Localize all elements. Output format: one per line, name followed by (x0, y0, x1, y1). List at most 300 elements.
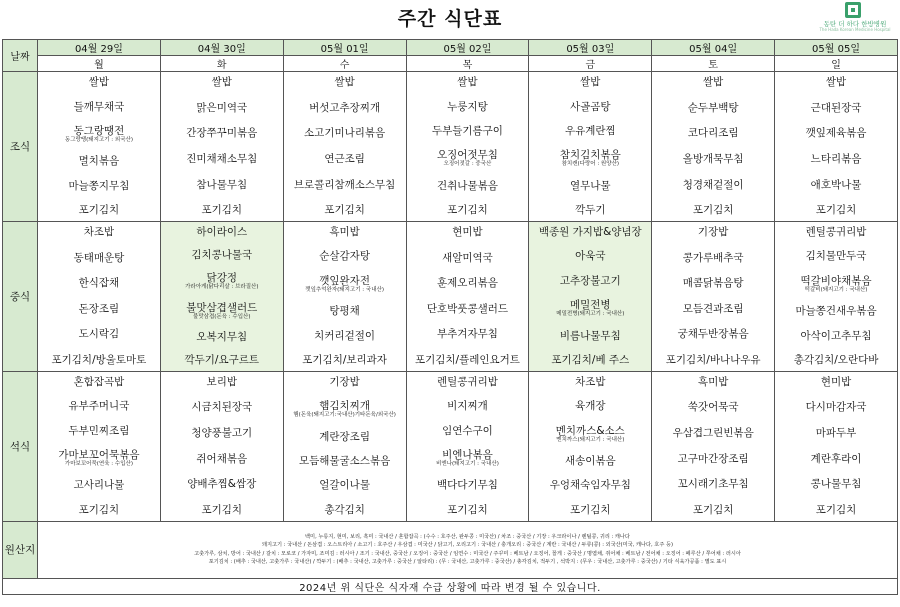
dish-name: 비름나물무침 (559, 329, 621, 342)
dish-name: 포기김치 (447, 503, 488, 516)
dish-name: 렌틸콩귀리밥 (805, 225, 867, 238)
dish-name: 쌀밥 (825, 76, 847, 89)
dinner-day-cell (529, 371, 652, 521)
menu-item (284, 179, 406, 191)
menu-item (38, 425, 160, 437)
weekday-header-3: 목 (406, 56, 529, 72)
dish-name: 쌀밥 (334, 76, 355, 89)
menu-item (161, 504, 283, 516)
dish-name: 흑미밥 (697, 375, 729, 388)
dish-name: 코다리조림 (687, 127, 739, 140)
menu-item (775, 401, 897, 413)
dish-name: 부추겨자무침 (437, 328, 498, 341)
dish-name: 백다다기무침 (437, 479, 498, 492)
dish-name: 깍두기/요구르트 (184, 353, 260, 366)
date-label: 날짜 (3, 40, 38, 72)
dish-name: 차조밥 (83, 225, 115, 238)
breakfast-day-cell (775, 72, 898, 222)
dish-name: 근대된장국 (810, 101, 862, 114)
breakfast-day-cell (38, 72, 161, 222)
dish-name: 참나물무침 (196, 178, 248, 191)
lunch-day-cell (529, 221, 652, 371)
menu-item (284, 275, 406, 293)
dish-name: 육개장 (575, 400, 606, 413)
menu-item (284, 305, 406, 317)
menu-item (284, 127, 406, 139)
logo-mark-icon (845, 2, 861, 18)
dish-name: 마늘쫑건새우볶음 (795, 305, 877, 318)
dish-name: 청양풍불고기 (191, 426, 253, 439)
dish-name: 차조밥 (575, 375, 606, 388)
dish-name: 흑미밥 (329, 225, 360, 238)
dish-name: 백종원 가지밥&양념장 (538, 225, 642, 238)
menu-item (38, 155, 160, 167)
menu-item (407, 400, 529, 412)
menu-item (529, 149, 651, 167)
menu-item (652, 453, 774, 465)
dish-name: 비엔나볶음 (442, 448, 493, 461)
dish-origin-note: 오징어젓갈 : 중국산 (443, 161, 492, 168)
menu-item (161, 302, 283, 320)
dish-name: 하이라이스 (196, 225, 248, 238)
breakfast-row (3, 72, 898, 222)
menu-item (161, 376, 283, 388)
menu-item (284, 354, 406, 366)
menu-item (775, 453, 897, 465)
dish-name: 포기김치 (78, 503, 120, 516)
dinner-day-cell (160, 371, 283, 521)
menu-item (284, 250, 406, 262)
dish-name: 포기김치/플레인요거트 (414, 353, 520, 366)
dish-name: 고사리나물 (73, 479, 125, 492)
menu-item (161, 478, 283, 490)
menu-item (407, 504, 529, 516)
weekday-header-4: 금 (529, 56, 652, 72)
origin-line: 돼지고기 : 국내산 / 돈삼겹 : 오스트리아 / 소고기 : 호주산 / 우삼겹 : 미국산 / 닭고기, 오리고기 : 국내산 / 충개오리 : 중국산 / 계란 : 국내산 / 두류(콩) : 외국산(미국, 캐나다, 호주 등) (261, 542, 674, 549)
dish-name: 누룽지탕 (447, 100, 488, 113)
dish-name: 시금치된장국 (191, 401, 253, 414)
menu-item (529, 504, 651, 516)
dish-name: 떡갈비야채볶음 (800, 274, 872, 287)
dinner-label: 석식 (3, 371, 38, 521)
dish-name: 메밀전병 (570, 299, 611, 312)
menu-item (407, 204, 529, 216)
menu-item (38, 101, 160, 113)
dish-name: 포기김치/베 주스 (551, 353, 630, 366)
menu-item (38, 376, 160, 388)
menu-item (407, 101, 529, 113)
menu-item (161, 427, 283, 439)
dinner-day-cell (406, 371, 529, 521)
menu-item (407, 125, 529, 137)
dish-name: 고추장불고기 (559, 274, 621, 287)
dish-name: 느타리볶음 (810, 152, 862, 165)
dish-name: 다시마감자국 (805, 401, 867, 414)
lunch-day-cell (38, 221, 161, 371)
hospital-logo (812, 2, 898, 32)
dish-name: 아삭이고추무침 (800, 329, 872, 342)
menu-item (529, 354, 651, 366)
menu-item (284, 226, 406, 238)
menu-item (529, 400, 651, 412)
dish-name: 두부민찌조림 (68, 424, 130, 437)
dish-name: 쌀밥 (211, 76, 232, 89)
menu-item (529, 425, 651, 443)
weekday-header-row (3, 56, 898, 72)
menu-item (161, 102, 283, 114)
lunch-day-cell (406, 221, 529, 371)
menu-item (407, 479, 529, 491)
dish-name: 마늘쫑지무침 (68, 179, 130, 192)
dish-name: 현미밥 (820, 375, 852, 388)
menu-item (161, 204, 283, 216)
menu-item (161, 153, 283, 165)
menu-item (775, 102, 897, 114)
menu-item (161, 401, 283, 413)
dish-name: 들깨무채국 (73, 100, 125, 113)
menu-item (775, 354, 897, 366)
menu-item (38, 303, 160, 315)
menu-item (284, 400, 406, 418)
page-title: 주간 식단표 (397, 8, 503, 30)
dish-name: 총각김치 (324, 503, 365, 516)
dish-name: 얼갈이나물 (319, 479, 370, 492)
menu-change-notice: 2024년 위 식단은 식자재 수급 상황에 따라 변경 될 수 있습니다. (3, 578, 898, 594)
dish-name: 우엉채숙임자무침 (549, 479, 631, 492)
dish-name: 우삼겹그린빈볶음 (672, 426, 754, 439)
weekday-header-6: 일 (775, 56, 898, 72)
origin-line: 고춧가루, 삼치, 방어 : 국내산 / 갈치 : 모로코 / 가자미, 조미김 : 러시아 / 조기 : 국내산, 중국산 / 오징어 : 중국산 / 임연수 : 미국산 / 주꾸미 : 베트남 / 오징어, 꼴게 : 중국산 / 명엽채, 쥐어채 : 베트남 / 전어채 : 오징어 : 페루산 / 쭈어채 : 러시아 (194, 550, 741, 557)
menu-item (284, 504, 406, 516)
menu-item (284, 431, 406, 443)
dinner-day-cell (775, 371, 898, 521)
menu-item (775, 376, 897, 388)
menu-item (529, 101, 651, 113)
dish-name: 비지찌개 (447, 400, 488, 413)
lunch-day-cell (160, 221, 283, 371)
menu-item (775, 250, 897, 262)
dish-name: 포기김치 (447, 204, 488, 217)
lunch-day-cell (652, 221, 775, 371)
date-header-0: 04월 29일 (38, 40, 161, 56)
dish-name: 김치콩나물국 (191, 249, 253, 262)
menu-item (38, 125, 160, 143)
menu-item (161, 127, 283, 139)
dish-name: 쥐어채볶음 (196, 452, 248, 465)
weekday-header-2: 수 (283, 56, 406, 72)
menu-item (407, 303, 529, 315)
dish-name: 새송이볶음 (564, 454, 616, 467)
menu-item (775, 204, 897, 216)
menu-item (284, 455, 406, 467)
dish-name: 포기김치/바나나우유 (665, 353, 761, 366)
dish-name: 포기김치 (324, 204, 365, 217)
menu-item (407, 354, 529, 366)
menu-item (38, 180, 160, 192)
dish-name: 쌀밥 (88, 76, 110, 89)
menu-item (161, 354, 283, 366)
menu-item (652, 504, 774, 516)
menu-item (775, 275, 897, 293)
dish-name: 아욱국 (575, 250, 606, 263)
menu-item (652, 277, 774, 289)
menu-item (38, 354, 160, 366)
dish-name: 두부들기름구이 (431, 124, 503, 137)
menu-item (161, 76, 283, 88)
menu-item (284, 330, 406, 342)
menu-item (775, 127, 897, 139)
dish-name: 포기김치 (692, 503, 734, 516)
menu-item (652, 401, 774, 413)
menu-item (775, 330, 897, 342)
date-header-1: 04월 30일 (160, 40, 283, 56)
breakfast-day-cell (160, 72, 283, 222)
menu-item (161, 331, 283, 343)
date-header-2: 05월 01일 (283, 40, 406, 56)
menu-item (38, 76, 160, 88)
dish-name: 사골곰탕 (570, 100, 611, 113)
logo-subtitle: The Hada Korean Medicine Hospital (819, 27, 891, 32)
dish-name: 청경채겉절이 (682, 178, 744, 191)
dish-name: 닭강정 (206, 272, 237, 285)
dish-name: 임연수구이 (442, 424, 493, 437)
dish-name: 소고기미나리볶음 (304, 127, 386, 140)
dish-name: 콩가루배추국 (682, 251, 744, 264)
dish-name: 맑은미역국 (196, 101, 248, 114)
menu-item (407, 449, 529, 467)
menu-item (284, 376, 406, 388)
menu-item (529, 455, 651, 467)
dish-name: 혼합잡곡밥 (73, 375, 125, 388)
menu-item (529, 204, 651, 216)
dish-name: 깻잎제육볶음 (805, 127, 867, 140)
menu-item (407, 328, 529, 340)
menu-item (38, 226, 160, 238)
menu-item (652, 252, 774, 264)
dish-name: 햄김치찌개 (319, 400, 370, 413)
dish-name: 계란후라이 (810, 452, 862, 465)
date-header-4: 05월 03일 (529, 40, 652, 56)
weekday-header-0: 월 (38, 56, 161, 72)
dish-name: 깍두기 (575, 204, 606, 217)
menu-item (407, 76, 529, 88)
dish-name: 새알미역국 (442, 251, 493, 264)
dish-name: 궁채두반장볶음 (677, 328, 749, 341)
origin-line: 백미, 누룽지, 현미, 보리, 흑미 : 국내산 / 혼합잡곡 : (수수 : 호주산, 완두콩 : 미국산) / 차조 : 중국산 / 기장 : 우크라이나 / 렌틸콩, 귀리 : 캐나다 (305, 533, 630, 540)
dish-name: 쑥갓어묵국 (687, 401, 739, 414)
dish-name: 오징어젓무침 (437, 149, 498, 162)
menu-item (652, 478, 774, 490)
dish-name: 모듬해물굴소스볶음 (298, 454, 391, 467)
menu-item (407, 425, 529, 437)
dish-name: 포기김치 (201, 204, 243, 217)
dish-name: 탕평채 (329, 305, 360, 318)
menu-item (775, 76, 897, 88)
menu-item (775, 504, 897, 516)
menu-item (529, 330, 651, 342)
dish-name: 현미밥 (452, 225, 483, 238)
menu-item (38, 400, 160, 412)
menu-item (407, 277, 529, 289)
dinner-row (3, 371, 898, 521)
menu-item (529, 376, 651, 388)
weekday-header-1: 화 (160, 56, 283, 72)
menu-item (161, 249, 283, 261)
dish-name: 콩나물무침 (810, 478, 862, 491)
dish-name: 돈장조림 (78, 302, 120, 315)
dish-name: 꼬시래기초무침 (677, 478, 749, 491)
dish-name: 포기김치 (570, 503, 611, 516)
weekly-menu-table (2, 39, 898, 595)
dish-name: 고구마간장조림 (677, 452, 749, 465)
dish-origin-note: 떡갈비(돼지고기 : 국내산) (804, 286, 868, 293)
dish-name: 건취나물볶음 (437, 179, 498, 192)
dish-origin-note: 가라아게(닭다리살 : 브라질산) (185, 284, 259, 291)
menu-item (652, 102, 774, 114)
dish-name: 동그랑땡전 (73, 124, 125, 137)
dish-origin-note: 가마보꼬어묵(연육 : 수입산) (64, 460, 133, 467)
menu-item (652, 427, 774, 439)
dish-name: 연근조림 (324, 152, 365, 165)
menu-item (529, 76, 651, 88)
menu-item (284, 153, 406, 165)
menu-item (407, 180, 529, 192)
dish-name: 마파두부 (815, 426, 857, 439)
dish-name: 한식잡채 (78, 277, 120, 290)
date-header-row (3, 40, 898, 56)
menu-item (775, 153, 897, 165)
dish-origin-note: 메밀전병(돼지고기 : 국내산) (556, 311, 625, 318)
dish-name: 올방개묵무침 (682, 152, 744, 165)
origin-line: 포기김치 : (배추 : 국내산, 고춧가루 : 국내산) / 깍두기 : (배추 : 국내산, 고춧가루 : 중국산 / 알타리) : (무 : 국내산, 고춧가루 : 중국산) / 총각김치, 적두기 , 석박지 : (무우 : 국내산, 고춧가루 : 중국산) / 기타 식육가공품 : 별도 표시 (208, 559, 727, 566)
dish-origin-note: 깻잎추억완자(돼지고기 : 국내산) (305, 286, 384, 293)
menu-item (652, 303, 774, 315)
breakfast-day-cell (529, 72, 652, 222)
dish-name: 도시락김 (78, 328, 120, 341)
menu-item (161, 453, 283, 465)
menu-item (161, 179, 283, 191)
dish-name: 가마보꼬어묵볶음 (58, 448, 140, 461)
dish-name: 동태매운탕 (73, 251, 125, 264)
dish-name: 포기김치 (201, 503, 243, 516)
breakfast-day-cell (283, 72, 406, 222)
menu-item (529, 180, 651, 192)
dish-origin-note: 불맛삼겹(돈육 : 수입산) (193, 313, 251, 320)
menu-item (407, 376, 529, 388)
dish-name: 우유계란찜 (564, 124, 616, 137)
menu-item (775, 427, 897, 439)
menu-item (775, 478, 897, 490)
menu-item (161, 272, 283, 290)
dish-name: 멸치볶음 (78, 155, 120, 168)
dinner-day-cell (652, 371, 775, 521)
dish-name: 유부주머니국 (68, 400, 130, 413)
dish-name: 포기김치/방울토마토 (51, 353, 147, 366)
origin-info (38, 521, 898, 578)
lunch-row (3, 221, 898, 371)
menu-item (38, 479, 160, 491)
dish-name: 김치물만두국 (805, 250, 867, 263)
dinner-day-cell (283, 371, 406, 521)
dish-origin-note: 햄(돈육(돼지고기:국내산)기타돈육/외국산) (293, 412, 396, 419)
origin-label: 원산지 (3, 521, 38, 578)
menu-item (529, 226, 651, 238)
menu-item (775, 305, 897, 317)
dish-origin-note: 멘치까스(돼지고기 : 국내산) (556, 436, 625, 443)
dish-name: 포기김치 (692, 204, 734, 217)
dish-name: 멘치까스&소스 (555, 424, 625, 437)
breakfast-label: 조식 (3, 72, 38, 222)
dish-name: 포기김치 (815, 204, 857, 217)
menu-item (38, 504, 160, 516)
menu-item (284, 76, 406, 88)
menu-item (652, 226, 774, 238)
dish-name: 버섯고추장찌개 (309, 101, 381, 114)
menu-item (38, 204, 160, 216)
dish-name: 애호박나물 (810, 178, 862, 191)
dish-name: 훈제오리볶음 (437, 277, 498, 290)
menu-item (284, 102, 406, 114)
dish-name: 오복지무침 (196, 330, 248, 343)
menu-item (652, 354, 774, 366)
dish-name: 모듬견과조림 (682, 302, 744, 315)
menu-item (652, 76, 774, 88)
dish-name: 총각김치/오란다바 (793, 353, 879, 366)
breakfast-day-cell (406, 72, 529, 222)
dish-origin-note: 동그랑땡(돼지고기 : 외국산) (64, 136, 133, 143)
date-header-6: 05월 05일 (775, 40, 898, 56)
weekday-header-5: 토 (652, 56, 775, 72)
date-header-3: 05월 02일 (406, 40, 529, 56)
dish-name: 열무나물 (570, 179, 611, 192)
menu-item (652, 127, 774, 139)
dish-name: 기장밥 (329, 375, 360, 388)
dish-name: 매콤닭볶음탕 (682, 277, 744, 290)
lunch-day-cell (775, 221, 898, 371)
menu-item (529, 125, 651, 137)
dish-name: 포기김치 (78, 204, 120, 217)
menu-item (652, 204, 774, 216)
menu-item (284, 479, 406, 491)
origin-row (3, 521, 898, 578)
dish-name: 깻잎완자전 (319, 274, 370, 287)
menu-item (529, 250, 651, 262)
dish-name: 불맛삼겹샐러드 (186, 301, 258, 314)
dish-origin-note: 참치캔(다랑어 : 원양산) (561, 161, 620, 168)
menu-item (38, 277, 160, 289)
dish-name: 단호박풋콩샐러드 (426, 302, 509, 315)
menu-item (652, 179, 774, 191)
dish-name: 치커리겉절이 (314, 329, 376, 342)
dish-origin-note: 비엔나(돼지고기 : 국내산) (436, 460, 499, 467)
menu-item (407, 252, 529, 264)
dish-name: 순살감자탕 (319, 250, 370, 263)
menu-item (652, 376, 774, 388)
menu-item (529, 275, 651, 287)
footer-row (3, 578, 898, 594)
dish-name: 간장쭈꾸미볶음 (186, 127, 258, 140)
lunch-label: 중식 (3, 221, 38, 371)
menu-item (38, 252, 160, 264)
logo-name: 동탄 더 하다 한방병원 (823, 20, 887, 28)
menu-item (161, 226, 283, 238)
menu-item (407, 226, 529, 238)
menu-item (284, 204, 406, 216)
dish-name: 진미채채소무침 (186, 152, 258, 165)
dish-name: 순두부백탕 (687, 101, 739, 114)
date-header-5: 05월 04일 (652, 40, 775, 56)
dish-name: 브로콜리참깨소스무침 (293, 178, 396, 191)
